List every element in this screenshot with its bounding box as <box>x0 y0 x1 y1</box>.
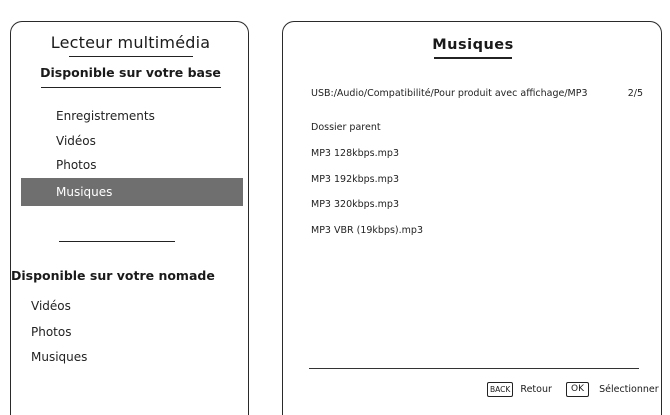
file-browser-panel <box>282 21 662 415</box>
file-item[interactable]: MP3 128kbps.mp3 <box>311 148 399 159</box>
select-label: Sélectionner <box>599 384 659 395</box>
nomad-item-videos[interactable]: Vidéos <box>31 299 71 313</box>
ok-key-icon: OK <box>566 382 589 397</box>
menu-item-enregistrements[interactable]: Enregistrements <box>56 109 155 123</box>
back-label: Retour <box>520 384 552 395</box>
current-path: USB:/Audio/Compatibilité/Pour produit avec affichage/MP3 <box>311 88 588 99</box>
file-item[interactable]: MP3 192kbps.mp3 <box>311 174 399 185</box>
browser-title-underline <box>434 57 512 59</box>
nomad-section-heading: Disponible sur votre nomade <box>11 268 215 283</box>
nomad-item-musiques[interactable]: Musiques <box>31 350 88 364</box>
base-section-heading: Disponible sur votre base <box>40 65 221 80</box>
section-divider <box>59 241 175 242</box>
media-player-menu-panel <box>10 21 249 415</box>
back-key-icon: BACK <box>487 382 513 397</box>
menu-item-photos[interactable]: Photos <box>56 158 97 172</box>
base-section-underline <box>41 87 221 88</box>
file-item[interactable]: MP3 320kbps.mp3 <box>311 199 399 210</box>
footer-divider <box>309 368 639 369</box>
file-item-parent-folder[interactable]: Dossier parent <box>311 122 381 133</box>
page-counter: 2/5 <box>627 88 643 99</box>
browser-title: Musiques <box>432 37 514 53</box>
title-underline <box>69 56 193 57</box>
menu-item-videos[interactable]: Vidéos <box>56 134 96 148</box>
menu-item-musiques-selected[interactable]: Musiques <box>21 178 243 206</box>
back-action[interactable] <box>487 379 552 398</box>
nomad-item-photos[interactable]: Photos <box>31 325 72 339</box>
file-item[interactable]: MP3 VBR (19kbps).mp3 <box>311 225 423 236</box>
select-action[interactable] <box>566 379 659 398</box>
media-player-title: Lecteur multimédia <box>50 33 211 52</box>
